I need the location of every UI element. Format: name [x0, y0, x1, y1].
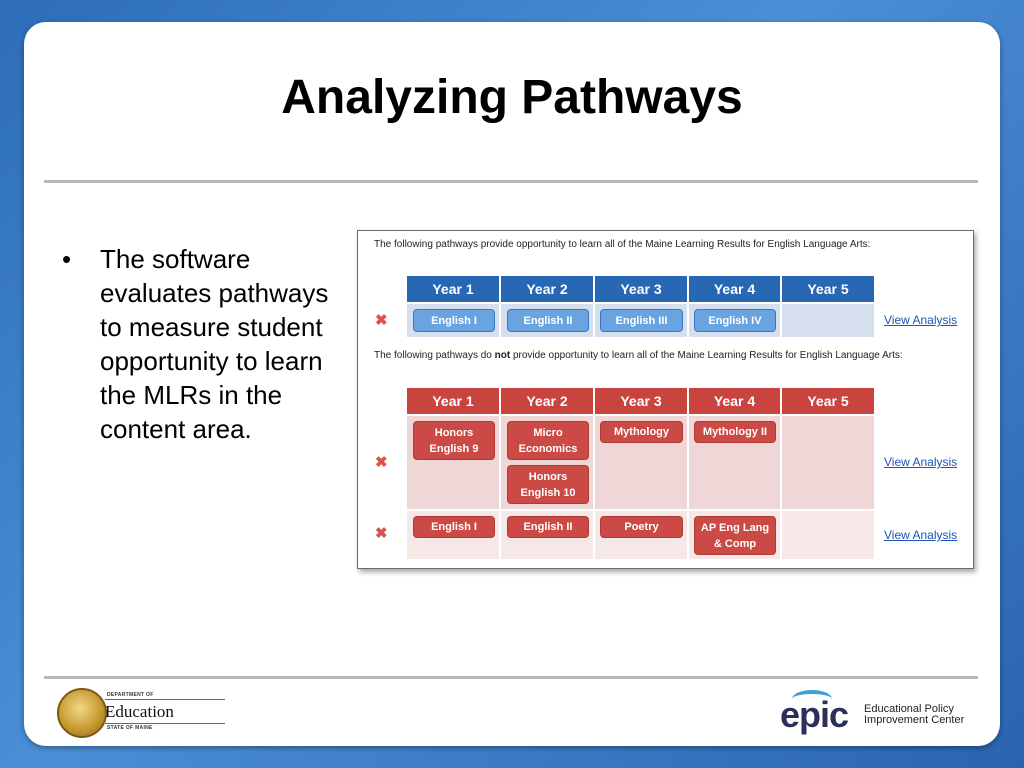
pass-caption: The following pathways provide opportunity to learn all of the Maine Learning Results for English Language Arts: [374, 239, 871, 250]
fail-row-cell [782, 511, 874, 559]
slide-title: Analyzing Pathways [281, 71, 743, 124]
course-chip[interactable]: English II [507, 516, 589, 538]
bullet-dot: • [62, 244, 72, 274]
course-chip[interactable]: Micro Economics [507, 421, 589, 460]
epic-subtitle-line-2: Improvement Center [864, 714, 965, 726]
doe-wordmark [105, 692, 230, 730]
fail-header-year-5: Year 5 [782, 388, 874, 414]
epic-logo [780, 690, 980, 738]
remove-pathway-icon[interactable]: ✖ [375, 525, 388, 542]
remove-pathway-icon[interactable]: ✖ [375, 312, 388, 329]
pass-header-year-1: Year 1 [407, 276, 499, 302]
course-chip[interactable]: English I [413, 309, 495, 332]
course-chip[interactable]: Honors English 9 [413, 421, 495, 460]
fail-header-year-1: Year 1 [407, 388, 499, 414]
fail-caption-emphasis: not [494, 350, 511, 361]
footer-divider [44, 676, 978, 679]
pass-header-year-5: Year 5 [782, 276, 874, 302]
fail-caption-pre: The following pathways do [374, 350, 495, 361]
view-analysis-link[interactable]: View Analysis [884, 455, 958, 469]
course-chip[interactable]: Poetry [600, 516, 683, 538]
bullet-text: The software evaluates pathways to measure student opportunity to learn the MLRs in the content area. [100, 244, 329, 444]
course-chip[interactable]: English III [600, 309, 683, 332]
state-seal-icon [57, 688, 107, 738]
doe-main-text: Education [105, 702, 174, 721]
fail-header-year-3: Year 3 [595, 388, 687, 414]
course-chip[interactable]: Mythology [600, 421, 683, 443]
doe-rule [105, 699, 225, 700]
pathways-panel [357, 230, 974, 569]
fail-row-cell [782, 416, 874, 509]
course-chip[interactable]: AP Eng Lang & Comp [694, 516, 776, 555]
doe-bottom-text: STATE OF MAINE [107, 725, 153, 731]
epic-wordmark: epic [780, 694, 849, 735]
remove-pathway-icon[interactable]: ✖ [375, 454, 388, 471]
pass-row-cell [782, 304, 874, 337]
epic-subtitle-line-1: Educational Policy [864, 703, 954, 715]
doe-top-text: DEPARTMENT OF [107, 692, 154, 698]
pass-header-year-2: Year 2 [501, 276, 593, 302]
pass-header-year-3: Year 3 [595, 276, 687, 302]
pass-header-year-4: Year 4 [689, 276, 780, 302]
course-chip[interactable]: English IV [694, 309, 776, 332]
course-chip[interactable]: Mythology II [694, 421, 776, 443]
fail-caption [374, 350, 903, 361]
course-chip[interactable]: English II [507, 309, 589, 332]
course-chip[interactable]: Honors English 10 [507, 465, 589, 504]
course-chip[interactable]: English I [413, 516, 495, 538]
title-divider [44, 180, 978, 183]
doe-rule [105, 723, 225, 724]
fail-header-year-2: Year 2 [501, 388, 593, 414]
epic-subtitle [864, 704, 964, 726]
view-analysis-link[interactable]: View Analysis [884, 313, 958, 327]
fail-header-year-4: Year 4 [689, 388, 780, 414]
view-analysis-link[interactable]: View Analysis [884, 528, 958, 542]
fail-caption-post: provide opportunity to learn all of the Maine Learning Results for English Language Arts: [510, 350, 903, 361]
